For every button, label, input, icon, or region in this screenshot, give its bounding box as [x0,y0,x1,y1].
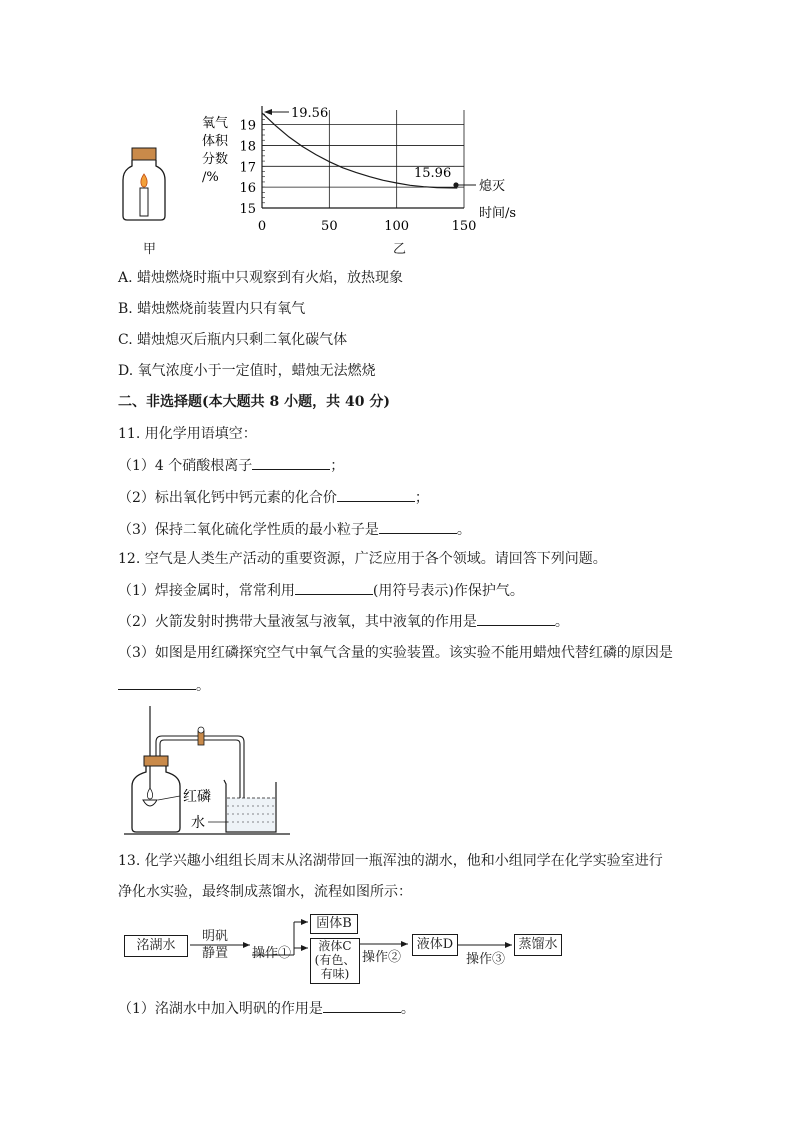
answer-blank [379,519,457,534]
candle-bottle-figure [118,140,174,225]
q11-stem: 11. 用化学用语填空： [118,426,257,442]
q11-part3-end: 。 [456,522,471,538]
flow-solid-b: 固体B [310,914,358,934]
q11-part3-text: （3）保持二氧化硫化学性质的最小粒子是 [118,522,379,538]
clamp-screw [198,727,204,733]
label-water: 水 [191,815,205,831]
section-heading: 二、非选择题(本大题共 8 小题，共 40 分) [118,394,390,410]
q12-part3: （3）如图是用红磷探究空气中氧气含量的实验装置。该实验不能用蜡烛代替红磷的原因是 [118,645,673,661]
q11-part1 [118,455,344,476]
q12-part2 [118,611,569,632]
phosphorus-flame [147,788,152,799]
option-b: B. 蜡烛燃烧前装置内只有氧气 [118,301,306,317]
option-a: A. 蜡烛燃烧时瓶中只观察到有火焰，放热现象 [118,270,404,286]
x-axis-label: 时间/s [479,206,517,221]
flow-liquid-c-line1: 液体C [318,939,352,953]
y-tick-label: 18 [239,139,256,155]
annotation-start-arrowhead [264,109,272,115]
y-tick-label: 19 [239,118,256,134]
q12-stem: 12. 空气是人类生产活动的重要资源，广泛应用于各个领域。请回答下列问题。 [118,551,607,567]
flame [141,174,147,187]
q12-part2-text: （2）火箭发射时携带大量液氢与液氧，其中液氧的作用是 [118,614,477,630]
q12-part3-end: 。 [196,678,210,694]
q13-part1-text: （1）洺湖水中加入明矾的作用是 [118,1001,323,1017]
answer-blank [252,455,330,470]
flow-end-box: 蒸馏水 [514,934,562,956]
x-tick-label: 50 [321,219,338,234]
red-phosphorus-apparatus [120,700,300,842]
q13-stem-2: 净化水实验，最终制成蒸馏水，流程如图所示： [118,884,412,900]
flow-step0-top: 明矾 [202,929,229,944]
y-tick-label: 17 [239,160,256,176]
q11-part2-end: ； [414,490,429,506]
flow-op3: 操作③ [466,952,506,967]
annotation-end-value: 15.96 [414,166,452,181]
q12-part1 [118,580,524,601]
q13-part1 [118,998,415,1019]
caption-yi: 乙 [393,242,407,257]
q11-part2 [118,487,429,508]
x-tick-label: 0 [257,219,267,234]
label-phosphorus: 红磷 [183,789,211,805]
answer-blank [295,580,373,595]
q11-part3 [118,519,471,540]
option-d: D. 氧气浓度小于一定值时，蜡烛无法燃烧 [118,363,376,379]
q11-part2-text: （2）标出氧化钙中钙元素的化合价 [118,490,337,506]
flow-op2: 操作② [362,950,402,965]
ylabel-line-3: 分数 [202,152,229,167]
ylabel-line-4: /% [202,170,219,185]
flow-step0-bottom: 静置 [202,946,229,961]
y-tick-label: 15 [239,202,256,217]
y-tick-label: 16 [239,181,256,197]
answer-blank [118,675,196,690]
ylabel-line-1: 氧气 [202,116,229,131]
q12-part3-answer [118,675,210,696]
answer-blank [337,487,415,502]
q11-part1-text: （1）4 个硝酸根离子 [118,458,253,474]
candle [140,188,148,216]
option-c: C. 蜡烛熄灭后瓶内只剩二氧化碳气体 [118,332,348,348]
flow-liquid-c-line2: (有色、 [314,953,356,967]
q11-part1-end: ； [330,458,345,474]
ylabel-line-2: 体积 [202,134,229,149]
flow-start-box: 洺湖水 [124,935,188,957]
annotation-start-value: 19.56 [291,106,329,121]
q12-part1-end: (用符号表示)作保护气。 [372,583,524,599]
q12-part1-text: （1）焊接金属时，常常利用 [118,583,295,599]
combustion-spoon [143,800,157,806]
oxygen-chart [196,100,536,260]
q13-stem-1: 13. 化学兴趣小组组长周末从洺湖带回一瓶浑浊的湖水，他和小组同学在化学实验室进行 [118,853,663,869]
caption-jia: 甲 [143,242,157,257]
label-leader-phosphorus [158,796,180,800]
bottle-stopper [132,148,156,160]
flow-op1: 操作① [252,946,292,961]
q13-part1-end: 。 [400,1001,415,1017]
bottle-stopper [144,756,168,766]
beaker-water [227,798,275,831]
flow-liquid-c [310,938,360,984]
extinguish-point [453,182,458,187]
annotation-extinguish: 熄灭 [479,179,506,194]
flow-liquid-c-line3: 有味) [320,967,350,981]
q12-part2-end: 。 [554,614,569,630]
x-tick-label: 100 [384,219,410,234]
x-tick-label: 150 [451,219,477,234]
flow-liquid-d: 液体D [412,934,458,956]
answer-blank [477,611,555,626]
gas-bottle [132,766,180,832]
answer-blank [323,998,401,1013]
